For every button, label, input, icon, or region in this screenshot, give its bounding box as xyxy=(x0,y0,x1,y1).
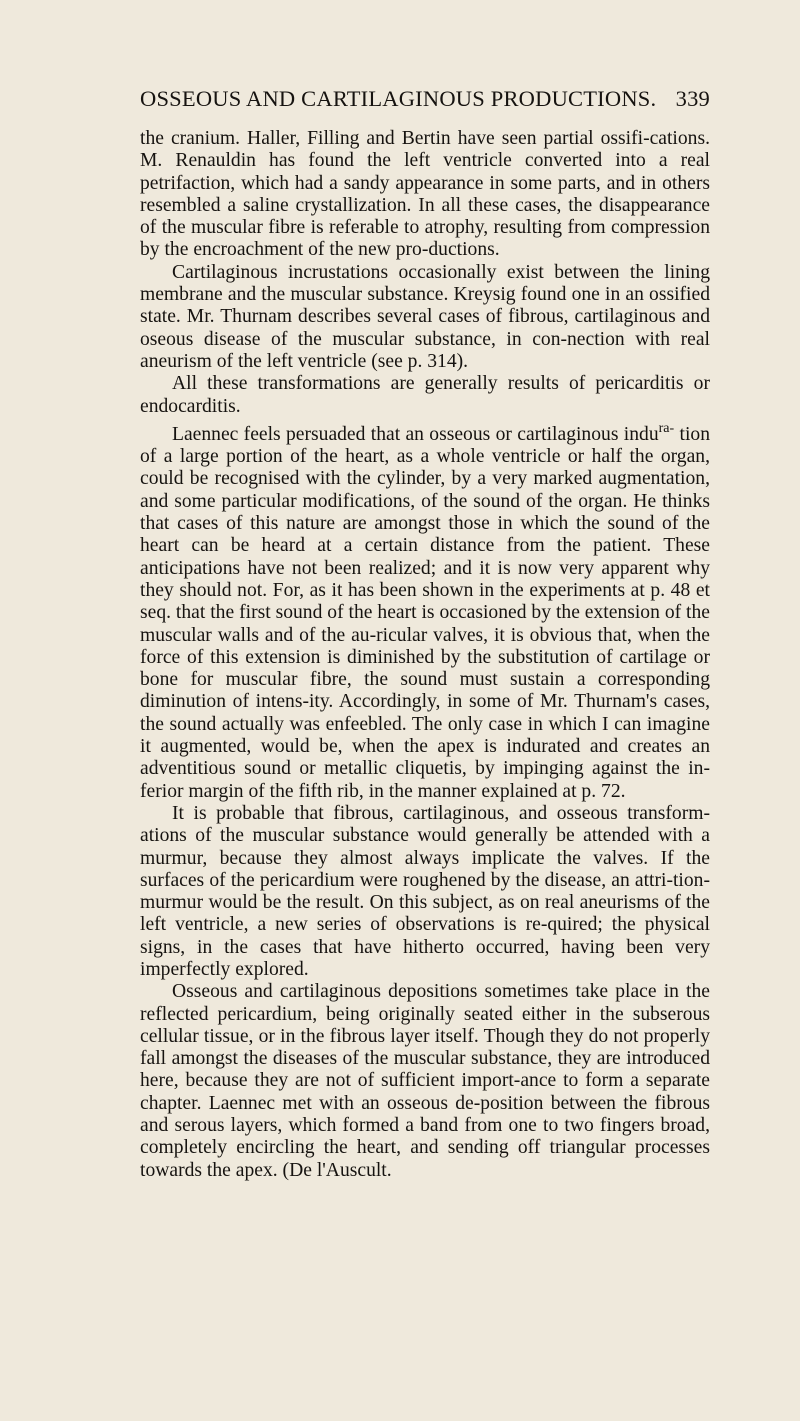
paragraph-murmur: It is probable that fibrous, cartilaginous, and osseous transform-ations of the muscular substance would generally be attended with a murmur, because they almost always implicate the valves. If the surfaces of the pericardium were roughened by the disease, an attri-tion-murmur would be the result. On this subject, as on real aneurisms of the left ventricle, a new series of observations is re-quired; the physical signs, in the cases that have hitherto occurred, having been very imperfectly explored. xyxy=(140,802,710,980)
paragraph-laennec-text-start: Laennec feels persuaded that an osseous or cartilaginous indu xyxy=(172,423,659,445)
running-title: OSSEOUS AND CARTILAGINOUS PRODUCTIONS. xyxy=(140,86,657,111)
body-text xyxy=(140,128,710,1182)
paragraph-continuation: the cranium. Haller, Filling and Bertin have seen partial ossifi-cations. M. Renauldin has found the left ventricle converted into a real petrifaction, which had a sandy appearance in some parts, and in others resembled a saline crystallization. In all these cases, the disappearance of the muscular fibre is referable to atrophy, resulting from compression by the encroachment of the new pro-ductions. xyxy=(140,128,710,261)
paragraph-laennec-induration xyxy=(140,418,710,803)
paragraph-laennec-text-end: tion of a large portion of the heart, as a whole ventricle or half the organ, could be recognised with the cylinder, by a very marked augmentation, and some particular modifications, of the sound of the organ. He thinks that cases of this nature are amongst those in which the sound of the heart can be heard at a certain distance from the patient. These anticipations have not been realized; and it is now very apparent why they should not. For, as it has been shown in the experiments at p. 48 et seq. that the first sound of the heart is occasioned by the extension of the muscular walls and of the au-ricular valves, it is obvious that, when the force of this extension is diminished by the substitution of cartilage or bone for muscular fibre, the sound must sustain a corresponding diminution of intens-ity. Accordingly, in some of Mr. Thurnam's cases, the sound actually was enfeebled. The only case in which I can imagine it augmented, would be, when the apex is indurated and creates an adventitious sound or metallic cliquetis, by impinging against the in-ferior margin of the fifth rib, in the manner explained at p. 72. xyxy=(140,423,710,802)
superscript-fragment: ra- xyxy=(658,420,675,436)
page-number: 339 xyxy=(675,86,710,111)
paragraph-cartilaginous-incrustations: Cartilaginous incrustations occasionally exist between the lining membrane and the muscular substance. Kreysig found one in an ossified state. Mr. Thurnam describes several cases of fibrous, cartilaginous and oseous disease of the muscular substance, in con-nection with real aneurism of the left ventricle (see p. 314). xyxy=(140,261,710,372)
page-header xyxy=(140,86,710,112)
paragraph-transformations-results: All these transformations are generally results of pericarditis or endocarditis. xyxy=(140,373,710,417)
paragraph-osseous-depositions: Osseous and cartilaginous depositions sometimes take place in the reflected pericardium, being originally seated either in the subserous cellular tissue, or in the fibrous layer itself. Though they do not properly fall amongst the diseases of the muscular substance, they are introduced here, because they are not of sufficient import-ance to form a separate chapter. Laennec met with an osseous de-position between the fibrous and serous layers, which formed a band from one to two fingers broad, completely encircling the heart, and sending off triangular processes towards the apex. (De l'Auscult. xyxy=(140,981,710,1181)
